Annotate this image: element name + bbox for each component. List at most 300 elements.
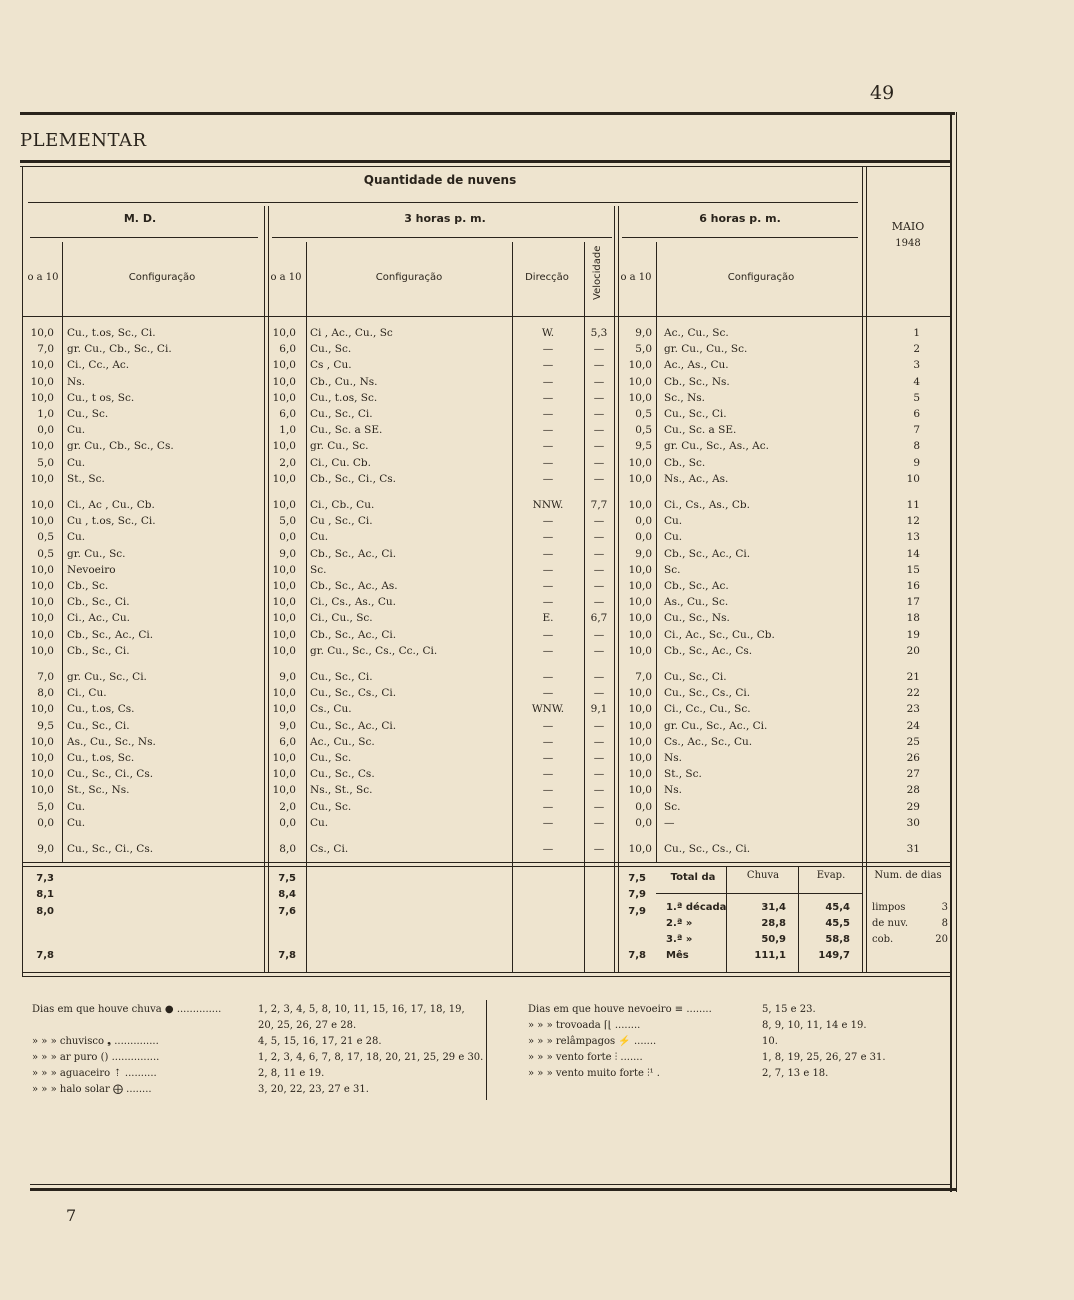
- 3h-amount: 10,0: [272, 612, 296, 625]
- 3h-direction: —: [542, 408, 554, 420]
- totals-period: Mês: [666, 950, 689, 961]
- 6h-amount: 10,0: [628, 703, 652, 716]
- 3h-amount: 10,0: [272, 644, 296, 657]
- md-amount: 0,0: [37, 816, 54, 829]
- 6h-amount: 10,0: [628, 768, 652, 781]
- 3h-direction: —: [542, 644, 554, 657]
- md-amount: 10,0: [30, 628, 54, 641]
- 6h-amount: 0,0: [635, 816, 652, 829]
- 6h-config: Cb., Sc., Ac., Ci.: [664, 547, 751, 560]
- 3h-amount: 6,0: [279, 408, 296, 420]
- num-dias-value: 3: [941, 902, 948, 913]
- 6h-amount: 10,0: [628, 596, 652, 609]
- md-config: gr. Cu., Cb., Sc., Ci.: [67, 343, 172, 356]
- 3h-direction: W.: [541, 327, 555, 339]
- 3h-amount: 8,0: [279, 843, 296, 855]
- month-label: MAIO: [891, 220, 925, 233]
- 6h-amount: 10,0: [628, 563, 652, 576]
- 3h-amount: 6,0: [279, 735, 296, 748]
- md-amount: 10,0: [30, 391, 54, 404]
- 3h-config: Cb., Sc., Ac., Ci.: [310, 547, 397, 560]
- 6h-config: Cb., Sc.: [664, 456, 706, 469]
- 6h-config: Cu.: [664, 531, 683, 544]
- chuva-header: Chuva: [746, 870, 780, 881]
- 3h-config: Cu , Sc., Ci.: [310, 515, 373, 528]
- 6h-summary: 7,9: [628, 889, 646, 900]
- legend-left-days: 20, 25, 26, 27 e 28.: [258, 1020, 357, 1031]
- 6h-config: gr. Cu., Sc., As., Ac.: [664, 440, 769, 453]
- 3h-amount: 10,0: [272, 580, 296, 592]
- md-amount: 0,5: [37, 547, 54, 560]
- 3h-config: Cs , Cu.: [310, 359, 352, 372]
- num-dias-label: limpos: [872, 902, 906, 913]
- evap-value: 149,7: [818, 950, 850, 961]
- 3h-summary: 7,8: [278, 950, 296, 961]
- 3h-amount: 10,0: [272, 784, 296, 797]
- md-config: Cu., t os, Sc.: [67, 391, 135, 404]
- 6h-amount: 10,0: [628, 735, 652, 748]
- day-number: 21: [906, 671, 920, 683]
- 3h-config: Cb., Sc., Ci., Cs.: [310, 472, 397, 485]
- 3h-direction: —: [542, 391, 554, 404]
- 3h-direction: —: [542, 816, 554, 829]
- 3h-amount: 10,0: [272, 563, 296, 576]
- 6h-amount: 10,0: [628, 499, 652, 511]
- day-number: 24: [906, 719, 920, 732]
- md-amount: 10,0: [30, 735, 54, 748]
- 6h-config: Sc.: [664, 800, 681, 813]
- totals-period: 1.ª década: [666, 902, 727, 913]
- md-amount: 10,0: [30, 596, 54, 609]
- md-amount: 9,5: [37, 719, 54, 732]
- md-config: Cu., Sc., Ci.: [67, 719, 130, 732]
- 6h-amount: 0,5: [635, 408, 652, 420]
- 6h-config: Ac., Cu., Sc.: [664, 327, 729, 339]
- 6h-amount: 10,0: [628, 359, 652, 372]
- 6h-config: Ns., Ac., As.: [664, 472, 729, 485]
- 3h-config: Sc.: [310, 563, 327, 576]
- 3h-velocity: —: [593, 547, 605, 560]
- 3h-direction: —: [542, 563, 554, 576]
- 6h-config: Sc., Ns.: [664, 391, 706, 404]
- 3h-direction: —: [542, 800, 554, 813]
- legend-right-days: 2, 7, 13 e 18.: [762, 1068, 829, 1079]
- legend-left-days: 3, 20, 22, 23, 27 e 31.: [258, 1084, 369, 1095]
- 6h-amount: 10,0: [628, 472, 652, 485]
- 3h-amount: 10,0: [272, 628, 296, 641]
- 6h-config: St., Sc.: [664, 768, 702, 781]
- chuva-value: 28,8: [761, 918, 786, 929]
- evap-header: Evap.: [816, 870, 846, 881]
- md-amount: 10,0: [30, 359, 54, 372]
- 3h-velocity: 7,7: [590, 499, 608, 511]
- 6h-config: Cb., Sc., Ns.: [664, 375, 730, 388]
- md-amount: 7,0: [37, 671, 54, 683]
- 3h-config: Ci., Cu., Sc.: [310, 612, 373, 625]
- day-number: 5: [913, 391, 920, 404]
- chuva-value: 111,1: [754, 950, 786, 961]
- md-config: Cu.: [67, 456, 86, 469]
- 3h-config: Ci., Cb., Cu.: [310, 499, 375, 511]
- 3h-summary: 7,6: [278, 906, 296, 917]
- legend-right-days: 8, 9, 10, 11, 14 e 19.: [762, 1020, 867, 1031]
- 6h-config: Ac., As., Cu.: [664, 359, 729, 372]
- day-number: 16: [906, 580, 920, 592]
- md-amount: 9,0: [37, 843, 54, 855]
- 3h-direction: —: [542, 752, 554, 764]
- day-number: 8: [913, 440, 920, 453]
- 3h-amount: 10,0: [272, 391, 296, 404]
- md-amount: 10,0: [30, 768, 54, 781]
- md-config: St., Sc.: [67, 472, 105, 485]
- 3h-config: Ns., St., Sc.: [310, 784, 373, 797]
- 3h-direction: —: [542, 531, 554, 544]
- 3h-config: Ci., Cu. Cb.: [310, 456, 371, 469]
- footer-number: 7: [66, 1206, 77, 1225]
- 3h-velocity: —: [593, 359, 605, 372]
- md-config: St., Sc., Ns.: [67, 784, 130, 797]
- day-number: 22: [906, 687, 920, 700]
- md-config: Cu.: [67, 424, 86, 437]
- 3h-direction: —: [542, 843, 554, 855]
- 3h-config: Cu.: [310, 531, 329, 544]
- legend-right-days: 1, 8, 19, 25, 26, 27 e 31.: [762, 1052, 886, 1063]
- 6h-config: Cb., Sc., Ac.: [664, 580, 729, 592]
- 3h-direction: —: [542, 735, 554, 748]
- direction-header: Direcção: [525, 272, 569, 283]
- num-dias-label: de nuv.: [872, 918, 909, 929]
- 3h-direction: —: [542, 547, 554, 560]
- header-main: Quantidade de nuvens: [363, 173, 517, 187]
- 6h-amount: 10,0: [628, 612, 652, 625]
- 3h-amount: 2,0: [279, 456, 296, 469]
- 3h-direction: —: [542, 580, 554, 592]
- md-amount: 0,0: [37, 424, 54, 437]
- 3h-velocity: —: [593, 472, 605, 485]
- day-number: 19: [906, 628, 920, 641]
- day-number: 15: [906, 563, 920, 576]
- 3h-direction: —: [542, 628, 554, 641]
- 3h-config: Cu., Sc., Ci.: [310, 671, 373, 683]
- 3h-velocity: —: [593, 719, 605, 732]
- 3h-config: Ci., Cs., As., Cu.: [310, 596, 396, 609]
- 6h-amount: 10,0: [628, 843, 652, 855]
- day-number: 1: [913, 327, 920, 339]
- 3h-amount: 0,0: [279, 816, 296, 829]
- header-3h: 3 horas p. m.: [404, 212, 486, 225]
- num-dias-label: cob.: [872, 934, 894, 945]
- 6h-config: Ci., Ac., Sc., Cu., Cb.: [664, 628, 775, 641]
- md-config: Cu., Sc., Ci., Cs.: [67, 768, 154, 781]
- md-amount: 10,0: [30, 375, 54, 388]
- day-number: 14: [906, 547, 920, 560]
- 3h-velocity: —: [593, 752, 605, 764]
- 6h-config: Cu., Sc., Cs., Ci.: [664, 687, 751, 700]
- 6h-config: Cu.: [664, 515, 683, 528]
- 3h-amount: 9,0: [279, 671, 296, 683]
- 3h-amount: 10,0: [272, 440, 296, 453]
- legend-left-label: Dias em que houve chuva ● ..............: [32, 1004, 222, 1015]
- 6h-config: Cu., Sc., Ns.: [664, 612, 730, 625]
- 3h-velocity: —: [593, 800, 605, 813]
- 6h-config: Sc.: [664, 563, 681, 576]
- 6h-config: Cb., Sc., Ac., Cs.: [664, 644, 753, 657]
- 3h-velocity: —: [593, 816, 605, 829]
- evap-value: 45,5: [825, 918, 850, 929]
- 6h-summary: 7,5: [628, 873, 646, 884]
- 3h-velocity: —: [593, 784, 605, 797]
- 3h-config: Cu., Sc.: [310, 752, 352, 764]
- evap-value: 45,4: [825, 902, 850, 913]
- 6h-config: Cs., Ac., Sc., Cu.: [664, 735, 753, 748]
- legend-left-label: » » » aguaceiro ⇡ ..........: [32, 1068, 157, 1079]
- 3h-direction: WNW.: [531, 703, 565, 716]
- day-number: 3: [913, 359, 920, 372]
- 3h-velocity: —: [593, 596, 605, 609]
- 3h-velocity: —: [593, 687, 605, 700]
- 3h-velocity: 9,1: [590, 703, 608, 716]
- 3h-config: Cu., Sc., Cs.: [310, 768, 375, 781]
- legend-right-label: » » » relâmpagos ⚡ .......: [528, 1036, 657, 1047]
- year-label: 1948: [895, 238, 921, 249]
- 3h-amount: 2,0: [279, 800, 296, 813]
- 3h-config: Cu., t.os, Sc.: [310, 391, 378, 404]
- 3h-config: Cu., Sc., Ci.: [310, 408, 373, 420]
- day-number: 23: [906, 703, 920, 716]
- 3h-amount: 10,0: [272, 499, 296, 511]
- md-amount: 5,0: [37, 800, 54, 813]
- 3h-config: Cu., Sc.: [310, 800, 352, 813]
- num-dias-value: 8: [941, 918, 948, 929]
- 6h-amount: 5,0: [635, 343, 652, 356]
- day-number: 20: [906, 644, 920, 657]
- 3h-velocity: —: [593, 343, 605, 356]
- 3h-config: Ci , Ac., Cu., Sc: [310, 327, 393, 339]
- 3h-velocity: —: [593, 628, 605, 641]
- 6h-amount: 0,5: [635, 424, 652, 437]
- evap-value: 58,8: [825, 934, 850, 945]
- 3h-summary: 7,5: [278, 873, 296, 884]
- 3h-direction: NNW.: [532, 499, 564, 511]
- page-title: PLEMENTAR: [20, 130, 147, 151]
- day-number: 2: [913, 343, 920, 356]
- day-number: 7: [913, 424, 920, 437]
- 3h-velocity: —: [593, 580, 605, 592]
- md-amount: 10,0: [30, 472, 54, 485]
- legend-left-label: » » » ar puro () ...............: [32, 1052, 160, 1063]
- md-amount: 10,0: [30, 612, 54, 625]
- 6h-amount: 0,0: [635, 515, 652, 528]
- 3h-velocity: —: [593, 440, 605, 453]
- legend-right-label: » » » vento forte ⫶ .......: [528, 1052, 643, 1063]
- 3h-direction: —: [542, 359, 554, 372]
- 6h-config: Cu., Sc., Ci.: [664, 408, 727, 420]
- legend-right-label: » » » trovoada ⌈⌊ ........: [528, 1020, 641, 1031]
- 3h-amount: 0,0: [279, 531, 296, 544]
- 6h-config: Ci., Cs., As., Cb.: [664, 499, 750, 511]
- md-config: Cb., Sc., Ac., Ci.: [67, 628, 154, 641]
- totals-header: Total da: [670, 872, 716, 883]
- config-6h: Configuração: [727, 272, 795, 283]
- md-config: Cu., t.os, Sc.: [67, 752, 135, 764]
- md-config: Ci., Ac., Cu.: [67, 612, 131, 625]
- day-number: 6: [913, 408, 920, 420]
- day-number: 30: [906, 816, 920, 829]
- md-amount: 5,0: [37, 456, 54, 469]
- 3h-config: Ac., Cu., Sc.: [310, 735, 375, 748]
- 3h-velocity: —: [593, 515, 605, 528]
- md-config: Cb., Sc., Ci.: [67, 596, 130, 609]
- 3h-config: Cb., Sc., Ac., Ci.: [310, 628, 397, 641]
- 3h-velocity: 6,7: [590, 612, 608, 625]
- header-md: M. D.: [123, 212, 157, 225]
- scale-md: o a 10: [27, 272, 59, 283]
- legend-right-days: 5, 15 e 23.: [762, 1004, 816, 1015]
- 3h-amount: 9,0: [279, 719, 296, 732]
- md-amount: 10,0: [30, 784, 54, 797]
- md-summary: 7,3: [36, 873, 54, 884]
- 3h-config: Cu., Sc.: [310, 343, 352, 356]
- md-config: Ci., Cc., Ac.: [67, 359, 130, 372]
- totals-period: 2.ª »: [666, 918, 693, 929]
- day-number: 26: [906, 752, 920, 764]
- day-number: 4: [913, 375, 920, 388]
- legend-right-label: Dias em que houve nevoeiro ≡ ........: [528, 1004, 712, 1015]
- scale-6h: o a 10: [620, 272, 652, 283]
- 3h-direction: —: [542, 768, 554, 781]
- 3h-direction: —: [542, 671, 554, 683]
- 3h-config: Cs., Ci.: [310, 843, 349, 855]
- 3h-velocity: —: [593, 671, 605, 683]
- md-amount: 10,0: [30, 752, 54, 764]
- legend-left-days: 1, 2, 3, 4, 6, 7, 8, 17, 18, 20, 21, 25, 29 e 30.: [258, 1052, 484, 1063]
- 6h-config: Ci., Cc., Cu., Sc.: [664, 703, 751, 716]
- md-config: gr. Cu., Cb., Sc., Cs.: [67, 440, 174, 453]
- legend-left-days: 2, 8, 11 e 19.: [258, 1068, 325, 1079]
- md-amount: 10,0: [30, 440, 54, 453]
- day-number: 27: [906, 768, 920, 781]
- 3h-velocity: —: [593, 408, 605, 420]
- 3h-direction: —: [542, 424, 554, 437]
- 6h-config: Ns.: [664, 752, 682, 764]
- md-amount: 10,0: [30, 515, 54, 528]
- day-number: 25: [906, 735, 920, 748]
- 3h-velocity: —: [593, 531, 605, 544]
- md-config: Cb., Sc.: [67, 580, 109, 592]
- day-number: 28: [906, 784, 920, 797]
- 6h-config: As., Cu., Sc.: [664, 596, 729, 609]
- legend-right-label: » » » vento muito forte ⫶¹ .: [528, 1068, 660, 1079]
- num-dias-header: Num. de dias: [874, 870, 942, 881]
- 3h-amount: 10,0: [272, 687, 296, 700]
- 3h-amount: 1,0: [279, 424, 296, 437]
- 3h-velocity: —: [593, 563, 605, 576]
- md-config: Cu., Sc., Ci., Cs.: [67, 843, 154, 855]
- chuva-value: 31,4: [761, 902, 786, 913]
- 6h-summary: 7,9: [628, 906, 646, 917]
- 3h-amount: 10,0: [272, 768, 296, 781]
- md-amount: 7,0: [37, 343, 54, 356]
- chuva-value: 50,9: [761, 934, 786, 945]
- 3h-direction: —: [542, 343, 554, 356]
- num-dias-value: 20: [935, 934, 948, 945]
- legend-left-days: 1, 2, 3, 4, 5, 8, 10, 11, 15, 16, 17, 18, 19,: [258, 1004, 465, 1015]
- 6h-config: Cu., Sc., Cs., Ci.: [664, 843, 751, 855]
- 3h-config: gr. Cu., Sc.: [310, 440, 369, 453]
- day-number: 31: [906, 843, 920, 855]
- 6h-amount: 10,0: [628, 628, 652, 641]
- 6h-config: Cu., Sc. a SE.: [664, 424, 737, 437]
- day-number: 13: [906, 531, 920, 544]
- 6h-amount: 9,0: [635, 547, 652, 560]
- 6h-config: gr. Cu., Cu., Sc.: [664, 343, 748, 356]
- 3h-amount: 10,0: [272, 703, 296, 716]
- md-amount: 10,0: [30, 644, 54, 657]
- legend-left-days: 4, 5, 15, 16, 17, 21 e 28.: [258, 1036, 382, 1047]
- 6h-amount: 7,0: [635, 671, 652, 683]
- md-config: Cb., Sc., Ci.: [67, 644, 130, 657]
- 3h-direction: E.: [542, 612, 554, 625]
- 3h-velocity: —: [593, 768, 605, 781]
- 3h-velocity: —: [593, 456, 605, 469]
- 3h-config: Cu., Sc., Cs., Ci.: [310, 687, 397, 700]
- 3h-config: Cb., Cu., Ns.: [310, 375, 378, 388]
- 6h-config: Ns.: [664, 784, 682, 797]
- 6h-amount: 10,0: [628, 391, 652, 404]
- md-amount: 0,5: [37, 531, 54, 544]
- 3h-amount: 9,0: [279, 547, 296, 560]
- 6h-amount: 10,0: [628, 580, 652, 592]
- legend-left-label: » » » halo solar ⨁ ........: [32, 1084, 152, 1095]
- md-config: Cu.: [67, 800, 86, 813]
- 6h-amount: 10,0: [628, 687, 652, 700]
- 6h-amount: 10,0: [628, 719, 652, 732]
- velocity-header: Velocidade: [592, 245, 603, 300]
- day-number: 9: [913, 456, 920, 469]
- md-config: Cu., t.os, Sc., Ci.: [67, 327, 156, 339]
- md-config: Cu., Sc.: [67, 408, 109, 420]
- 6h-config: gr. Cu., Sc., Ac., Ci.: [664, 719, 768, 732]
- md-config: Cu , t.os, Sc., Ci.: [67, 515, 156, 528]
- md-amount: 10,0: [30, 703, 54, 716]
- scale-3h: o a 10: [270, 272, 302, 283]
- 3h-direction: —: [542, 472, 554, 485]
- config-3h: Configuração: [375, 272, 443, 283]
- 6h-amount: 10,0: [628, 456, 652, 469]
- 3h-velocity: —: [593, 391, 605, 404]
- 6h-amount: 9,5: [635, 440, 652, 453]
- md-config: Ci., Cu.: [67, 687, 107, 700]
- day-number: 11: [906, 499, 920, 511]
- legend-left-label: » » » chuvisco ❟ ..............: [32, 1036, 159, 1047]
- 3h-config: Cb., Sc., Ac., As.: [310, 580, 398, 592]
- 3h-direction: —: [542, 687, 554, 700]
- md-config: Cu.: [67, 531, 86, 544]
- 6h-amount: 10,0: [628, 752, 652, 764]
- md-config: gr. Cu., Sc.: [67, 547, 126, 560]
- 6h-amount: 10,0: [628, 644, 652, 657]
- 3h-direction: —: [542, 515, 554, 528]
- 3h-config: Cu., Sc. a SE.: [310, 424, 383, 437]
- header-6h: 6 horas p. m.: [699, 212, 781, 225]
- 6h-amount: 10,0: [628, 375, 652, 388]
- 3h-direction: —: [542, 375, 554, 388]
- 3h-velocity: —: [593, 843, 605, 855]
- config-md: Configuração: [128, 272, 196, 283]
- 3h-config: Cu.: [310, 816, 329, 829]
- md-config: Cu.: [67, 816, 86, 829]
- day-number: 18: [906, 612, 920, 625]
